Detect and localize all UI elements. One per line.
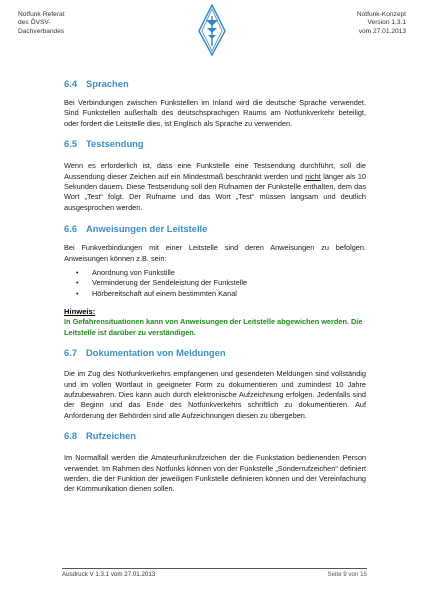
underlined-word: nicht (305, 171, 321, 181)
footer-page-number: Seite 9 von 15 (327, 571, 367, 578)
section-paragraph: Die im Zug des Notfunkverkehrs empfangenen und gesendeten Meldungen sind vollständig und im vollen Wortlaut in geeigneter Form zu dokumentieren und zumindest 10 Jahre aufzubewahren. Dies kann auch durch elektronische Aufzeichnung erfolgen. Jedenfalls sind der Beginn und das Ende des Notfunkverkehrs schriftlich zu dokumentieren. Auf Anforderung der Behörden sind alle Aufzeichnungen diesen zu übergeben. (64, 369, 366, 420)
bullet-icon: • (76, 268, 79, 278)
section-6-6 (64, 223, 366, 338)
section-title: Anweisungen der Leitstelle (86, 223, 208, 235)
section-title: Dokumentation von Meldungen (86, 347, 226, 359)
bullet-icon: • (76, 278, 79, 288)
section-title: Testsendung (86, 138, 144, 150)
section-number: 6.6 (64, 223, 78, 235)
section-title: Rufzeichen (86, 430, 137, 442)
page-content (64, 78, 366, 495)
section-6-4 (64, 78, 366, 129)
section-heading (64, 223, 366, 234)
section-title: Sprachen (86, 78, 129, 89)
hint-label: Hinweis: (64, 307, 96, 317)
list-item (76, 278, 366, 288)
list-item (76, 289, 366, 299)
section-6-5 (64, 138, 366, 213)
footer-print-info: Ausdruck V 1.3.1 vom 27.01.2013 (62, 571, 156, 578)
header-left-line-1: Notfunk-Referat (18, 11, 65, 18)
paragraph-part: Wenn es erforderlich ist, dass eine Funkstelle eine Testsendung durchführt, soll die Aussendung dieser Zeichen auf ein Mindestmaß beschränkt werden und (64, 161, 366, 181)
header-left (18, 11, 65, 36)
header-right (357, 11, 406, 36)
section-paragraph (64, 161, 366, 213)
section-number: 6.4 (64, 78, 78, 89)
section-6-7 (64, 347, 366, 421)
section-paragraph: Bei Verbindungen zwischen Funkstellen im Inland wird die deutsche Sprache verwendet. Sind Funkstellen außerhalb des deutschsprachigen Raums am Notfunkverkehr beteiligt, oder fordert die Leitstelle dies, ist Englisch als Sprache zu verwenden. (64, 98, 366, 128)
bullet-icon: • (76, 288, 79, 298)
header-right-line-1: Notfunk-Konzept (356, 11, 406, 18)
bullet-list (64, 268, 366, 299)
section-heading (64, 138, 366, 149)
section-heading (64, 347, 366, 358)
section-number: 6.7 (64, 347, 78, 359)
paragraph-part: länger als 10 Sekunden dauern. Diese Testsendung soll den Rufnamen der Funkstelle enthalten, dem das Wort „Test“ folgt. Der Rufname und das Wort „Test“ müssen langsam und deutlich ausgesprochen werden. (64, 171, 367, 212)
section-heading (64, 430, 366, 441)
list-item (76, 268, 366, 278)
section-number: 6.8 (64, 430, 78, 442)
footer-divider (62, 568, 367, 569)
list-item-text: Anordnung von Funkstille (92, 268, 175, 278)
hint-text: In Gefahrensituationen kann von Anweisungen der Leitstelle abgewichen werden. Die Leitstelle ist darüber zu verständigen. (64, 317, 363, 337)
section-6-8 (64, 430, 366, 495)
section-paragraph: Im Normalfall werden die Amateurfunkrufzeichen der die Funkstation bedienenden Person verwendet. Im Rahmen des Notfunks können von der Funkstelle „Sonderrufzeichen“ definiert werden, die der Funktion der jeweiligen Funkstelle definieren können und der Vereinfachung der Kommunikation dienen sollen. (64, 453, 366, 494)
header-left-line-3: Dachverbandes (18, 27, 65, 35)
header-right-line-3: vom 27.01.2013 (358, 27, 406, 35)
list-item-text: Verminderung der Sendeleistung der Funkstelle (92, 278, 248, 288)
section-paragraph: Bei Funkverbindungen mit einer Leitstelle sind deren Anweisungen zu befolgen. Anweisungen können z.B. sein: (64, 243, 366, 263)
list-item-text: Hörbereitschaft auf einem bestimmten Kanal (92, 288, 237, 298)
section-number: 6.5 (64, 138, 78, 150)
header-left-line-2: des ÖVSV- (18, 19, 51, 27)
oevsv-logo-icon (197, 4, 227, 56)
header-right-line-2: Version 1.3.1 (367, 19, 406, 27)
section-heading (64, 78, 366, 89)
